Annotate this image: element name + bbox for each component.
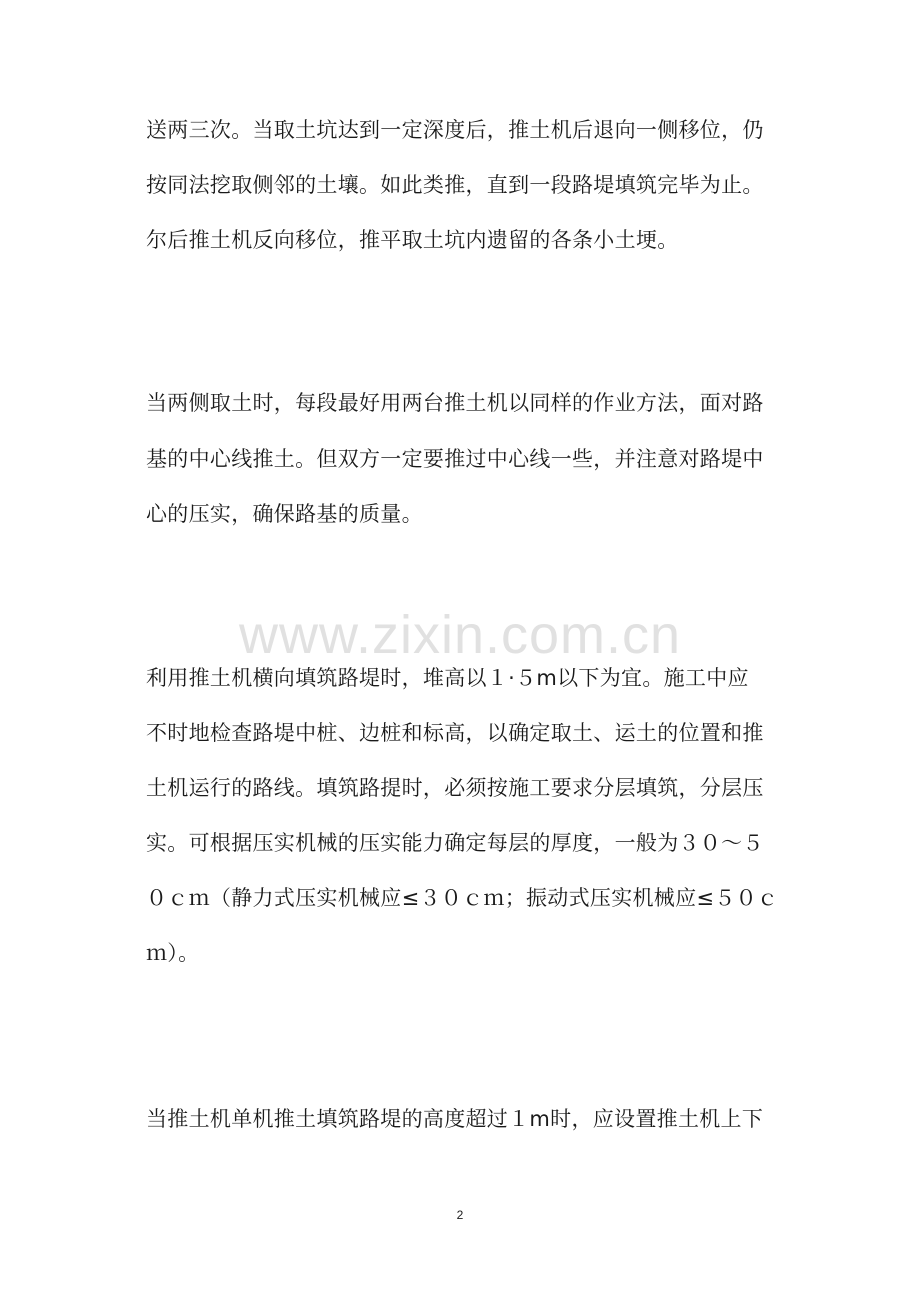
paragraph-3-line-5: ０ｃｍ（静力式压实机械应≤３０ｃｍ；振动式压实机械应≤５０ｃ — [146, 886, 779, 910]
paragraph-3-line-2: 不时地检查路堤中桩、边桩和标高，以确定取土、运土的位置和推 — [146, 721, 764, 745]
watermark-text: www.zixin.com.cn — [238, 605, 682, 665]
paragraph-3-line-6: ｍ）。 — [146, 941, 200, 965]
paragraph-2-line-2: 基的中心线推土。但双方一定要推过中心线一些，并注意对路堤中 — [146, 447, 764, 471]
paragraph-4-line-1: 当推土机单机推土填筑路堤的高度超过１m时，应设置推土机上下 — [146, 1107, 764, 1131]
paragraph-2-line-1: 当两侧取土时，每段最好用两台推土机以同样的作业方法，面对路 — [146, 391, 764, 415]
paragraph-1-line-3: 尔后推土机反向移位，推平取土坑内遗留的各条小土埂。 — [146, 228, 679, 252]
paragraph-3-line-1: 利用推土机横向填筑路堤时，堆高以１·５m以下为宜。施工中应 — [146, 666, 749, 690]
paragraph-1-line-1: 送两三次。当取土坑达到一定深度后，推土机后退向一侧移位，仍 — [146, 118, 764, 142]
paragraph-1-line-2: 按同法挖取侧邻的土壤。如此类推，直到一段路堤填筑完毕为止。 — [146, 173, 764, 197]
page-number: 2 — [456, 1208, 464, 1222]
paragraph-3-line-3: 土机运行的路线。填筑路提时，必须按施工要求分层填筑，分层压 — [146, 776, 764, 800]
paragraph-2-line-3: 心的压实，确保路基的质量。 — [146, 502, 423, 526]
paragraph-3-line-4: 实。可根据压实机械的压实能力确定每层的厚度，一般为３０～５ — [146, 831, 764, 855]
